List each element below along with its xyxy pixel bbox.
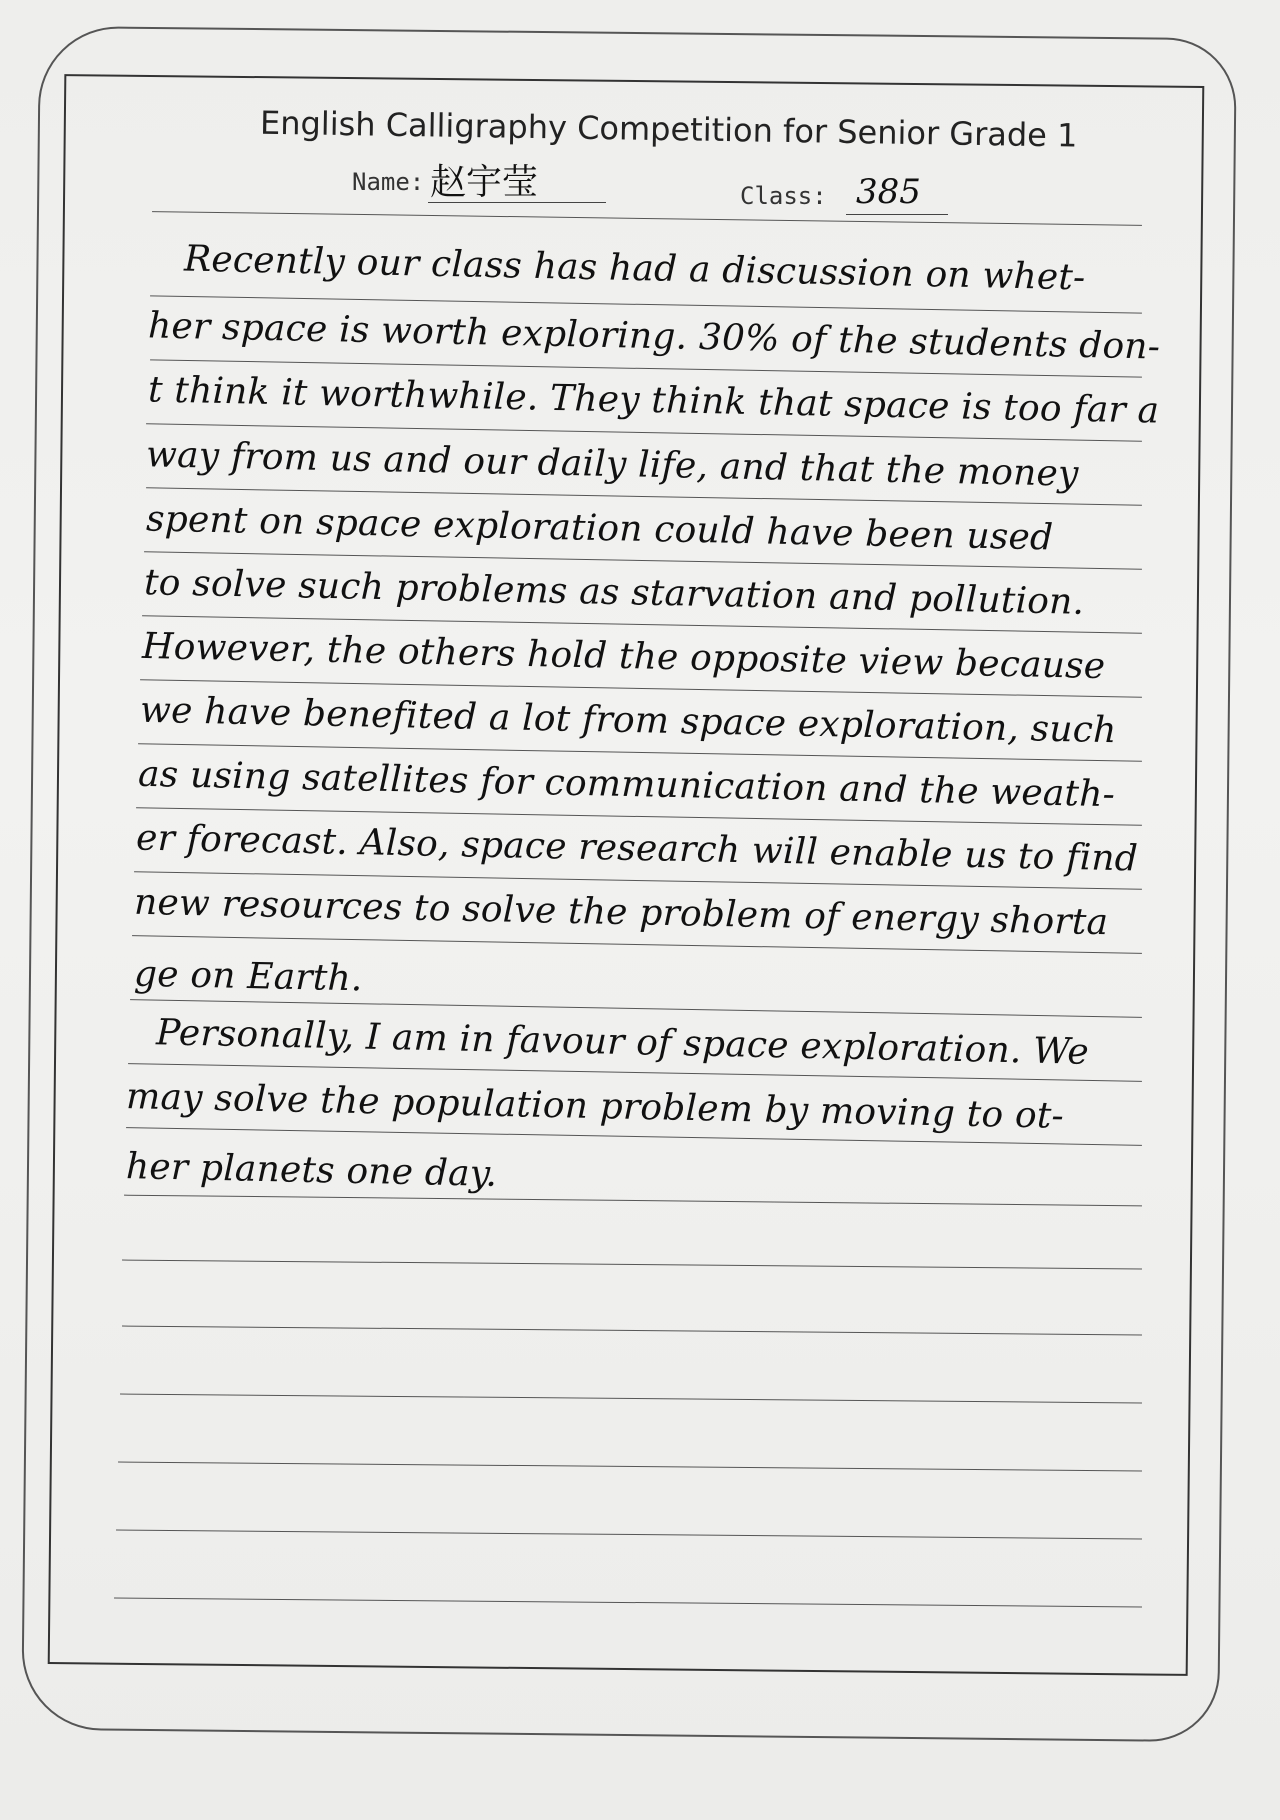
essay-line: er forecast. Also, space research will enable us to find (135, 817, 1139, 880)
essay-line: way from us and our daily life, and that the money (145, 434, 1079, 495)
essay-line: her planets one day. (125, 1146, 498, 1195)
class-label: Class: (740, 182, 827, 210)
essay-line: to solve such problems as starvation and pollution. (143, 562, 1085, 623)
name-underline (428, 202, 606, 203)
essay-line: new resources to solve the problem of energy shorta (133, 881, 1109, 944)
essay-line: However, the others hold the opposite view because (141, 625, 1106, 688)
page-title: English Calligraphy Competition for Senior Grade 1 (259, 103, 1078, 155)
essay-line: we have benefited a lot from space exploration, such (139, 689, 1117, 752)
essay-line: t think it worthwhile. They think that space is too far a (147, 369, 1160, 432)
name-label: Name: (352, 168, 425, 196)
essay-line: ge on Earth. (133, 953, 363, 1000)
essay-line: her space is worth exploring. 30% of the students don- (147, 305, 1161, 368)
class-underline (846, 214, 948, 215)
name-value: 赵宇莹 (430, 162, 539, 203)
class-value: 385 (856, 172, 921, 212)
essay-line: as using satellites for communication and the weath- (137, 753, 1116, 816)
essay-line: may solve the population problem by moving to ot- (125, 1076, 1065, 1137)
essay-line: spent on space exploration could have been used (145, 498, 1054, 559)
essay-line: Personally, I am in favour of space exploration. We (155, 1012, 1090, 1073)
essay-line: Recently our class has had a discussion on whet- (183, 238, 1086, 299)
